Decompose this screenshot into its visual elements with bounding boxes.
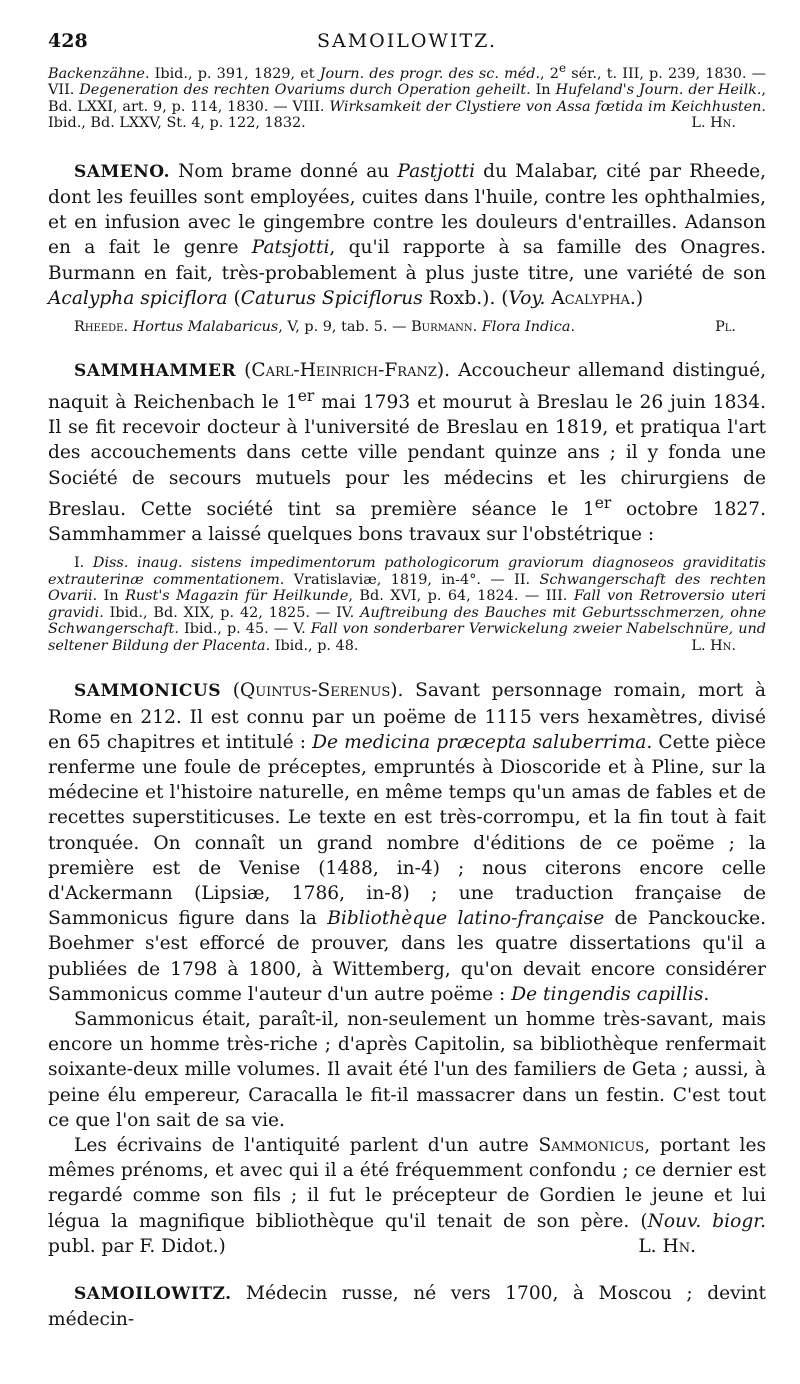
text: .: [570, 319, 576, 336]
author-name: Burmann: [411, 319, 473, 336]
sammhammer-bibliography: [48, 555, 766, 654]
text: mai 1793 et mourut à Breslau le 26 juin 1834. Il se fit recevoir docteur à l'université de Breslau en 1819, et pratiqua l'art des accouchements dans cette ville pendant quinze ans ; il y fonda une Société de secours mutuels pour les médecins et les chirurgiens de Breslau. Cette société tint sa première séance le 1: [48, 391, 766, 520]
page-header: [48, 30, 766, 56]
text: (: [227, 287, 241, 309]
work-title: Bibliothèque latino-française: [327, 908, 605, 930]
term: Caturus Spiciflorus: [240, 287, 423, 309]
bib-title: Diss. inaug. sistens impedimentorum pathologicorum graviorum diagnoseos graviditatis extrauterinæ commentationem.: [48, 555, 766, 588]
text: ). Savant personnage romain, mort à Rome en 212. Il est connu par un poëme de 1115 vers hexamètres, divisé en 65 chapitres et intitulé :: [48, 680, 766, 753]
bib-title: Journ. des progr. des sc. méd.: [319, 65, 541, 82]
work-title: De medicina præcepta saluberrima: [312, 731, 647, 753]
sameno-bibliography: [48, 319, 766, 336]
superscript: er: [594, 493, 612, 512]
text: Roxb.). (: [422, 287, 509, 309]
author-signature: L. Hn.: [691, 637, 736, 654]
author-name: Rheede: [74, 319, 124, 336]
text: In: [97, 588, 126, 605]
text: . Ibid., p. 391, 1829, et: [144, 65, 320, 82]
text: du Malabar, cité par Rheede, dont les feuilles sont employées, cuites dans l'huile, contre les ophthalmies, et en infusion avec le gingembre contre les douleurs d'entrailles. Adanson en a fait le genre: [48, 160, 766, 259]
bib-title: Hortus Malabaricus: [132, 319, 279, 336]
sammonicus-paragraph-3: [48, 1133, 766, 1259]
text: .: [472, 319, 482, 336]
bib-title: Schwangerschaft des rechten Ovarii.: [48, 571, 767, 605]
entry-headword: SAMOILOWITZ.: [74, 1283, 232, 1304]
text: (: [236, 359, 252, 381]
text: Ibid., p. 45. — V.: [178, 621, 311, 638]
text: Nom brame donné au: [170, 160, 398, 182]
text: (: [221, 680, 240, 702]
text: Les écrivains de l'antiquité parlent d'un autre: [74, 1134, 539, 1156]
text: . Cette pièce renferme une foule de préceptes, empruntés à Dioscoride et à Pline, sur la médecine et l'histoire naturelle, en même temps qu'un amas de fables et de recettes superstiticuses. Le texte en est très-corrompu, et la fin tout à fait tronquée. On connaît un grand nombre d'éditions de ce poëme ; la première est de Venise (1488, in-4) ; nous citerons encore celle d'Ackermann (Lipsiæ, 1786, in-8) ; une traduction française de Sammonicus figure dans la: [48, 731, 766, 930]
text: sér., t. III, p. 239, 1830. — VII.: [48, 65, 766, 99]
text: Médecin russe, né vers 1700, à Moscou ; devint médecin-: [48, 1282, 766, 1331]
superscript: er: [297, 386, 315, 405]
entry-sammhammer: [48, 358, 766, 548]
bib-title: Degeneration des rechten Ovariums durch Operation geheilt.: [79, 82, 531, 99]
entry-samoilowitz: [48, 1281, 766, 1332]
text: , Bd. LXXI, art. 9, p. 114, 1830. — VIII.: [48, 82, 766, 115]
text: de Panckoucke. Boehmer s'est efforcé de prouver, dans les quatre dissertations qu'il a publiées de 1798 à 1800, à Wittemberg, qu'on devait encore considérer Sammonicus comme l'auteur d'un autre poëme :: [48, 908, 766, 1005]
text: , 2: [540, 65, 559, 82]
text: ). Accoucheur allemand distingué, naquit à Reichenbach le 1: [48, 359, 766, 413]
text: , qu'il rapporte à sa famille des Onagres. Burmann en fait, très-probablement à plus juste titre, une variété de son: [48, 237, 766, 284]
bib-title: Flora Indica: [481, 319, 571, 336]
text: .: [123, 319, 133, 336]
person-name: Sammonicus: [538, 1134, 645, 1156]
cross-reference: Acalypha: [551, 287, 630, 309]
text: I.: [74, 555, 93, 572]
page: [48, 30, 766, 1332]
author-signature: L. Hn.: [638, 1235, 696, 1257]
text: Vratislaviæ, 1819, in-4°. — II.: [284, 571, 540, 588]
bib-title: Backenzähne: [48, 65, 145, 82]
entry-sammonicus: [48, 678, 766, 1007]
bib-title: Wirksamkeit der Clystiere von Assa fœtida im Keichhusten.: [329, 98, 766, 115]
text: , portant les mêmes prénoms, et avec qui il a été fréquemment confondu ; ce dernier est regardé comme son fils ; il fut le précepteur de Gordien le jeune et lui légua la magnifique bibliothèque qu'il tenait de son père. (: [48, 1134, 767, 1232]
entry-headword: SAMMONICUS: [74, 681, 222, 702]
term: Pastjotti: [397, 160, 476, 182]
text: .: [703, 983, 710, 1005]
text: Ibid., Bd. XIX, p. 42, 1825. — IV.: [103, 604, 361, 621]
author-signature: Pl.: [715, 319, 736, 336]
entry-sameno: [48, 159, 766, 311]
text: .): [629, 287, 644, 309]
text: Ibid., Bd. LXXV, St. 4, p. 122, 1832.: [48, 115, 306, 132]
text: , V, p. 9, tab. 5. —: [278, 319, 412, 336]
given-names: Carl-Heinrich-Franz: [251, 359, 437, 381]
running-head: SAMOILOWITZ.: [316, 30, 498, 52]
author-signature: L. Hn.: [691, 115, 736, 132]
samoilowitz-bibliography: [48, 60, 766, 132]
given-names: Quintus-Serenus: [239, 680, 391, 702]
page-number: 428: [48, 30, 88, 52]
superscript: e: [558, 61, 567, 75]
entry-headword: SAMMHAMMER: [74, 360, 237, 381]
sammonicus-paragraph-2: Sammonicus était, paraît-il, non-seulement un homme très-savant, mais encore un homme très-riche ; d'après Capitolin, sa bibliothèque renfermait soixante-deux mille volumes. Il avait été l'un des familiers de Geta ; aussi, à peine élu empereur, Caracalla le fit-il massacrer dans un festin. C'est tout ce que l'on sait de sa vie.: [48, 1008, 766, 1131]
text: , Bd. XVI, p. 64, 1824. — III.: [348, 588, 574, 605]
work-title: De tingendis capillis: [511, 983, 704, 1005]
term: Voy.: [508, 287, 546, 309]
bib-title: Rust's Magazin für Heilkunde: [125, 588, 349, 605]
bib-title: Fall von sonderbarer Verwickelung zweier Nabelschnüre, und seltener Bildung der Placenta.: [48, 621, 766, 654]
term: Acalypha spiciflora: [48, 287, 228, 309]
text: In: [530, 82, 556, 99]
text: octobre 1827. Sammhammer a laissé quelques bons travaux sur l'obstétrique :: [48, 498, 766, 546]
entry-headword: SAMENO.: [74, 161, 171, 182]
term: Patsjotti: [251, 237, 330, 259]
text: publ. par F. Didot.): [48, 1235, 226, 1257]
work-title: Nouv. biogr.: [647, 1210, 766, 1232]
bib-title: Hufeland's Journ. der Heilk.: [555, 82, 762, 99]
bib-title: Auftreibung des Bauches mit Geburtsschmerzen, ohne Schwangerschaft.: [48, 604, 766, 638]
text: Ibid., p. 48.: [270, 637, 359, 654]
bib-title: Fall von Retroversio uteri gravidi.: [48, 588, 767, 621]
